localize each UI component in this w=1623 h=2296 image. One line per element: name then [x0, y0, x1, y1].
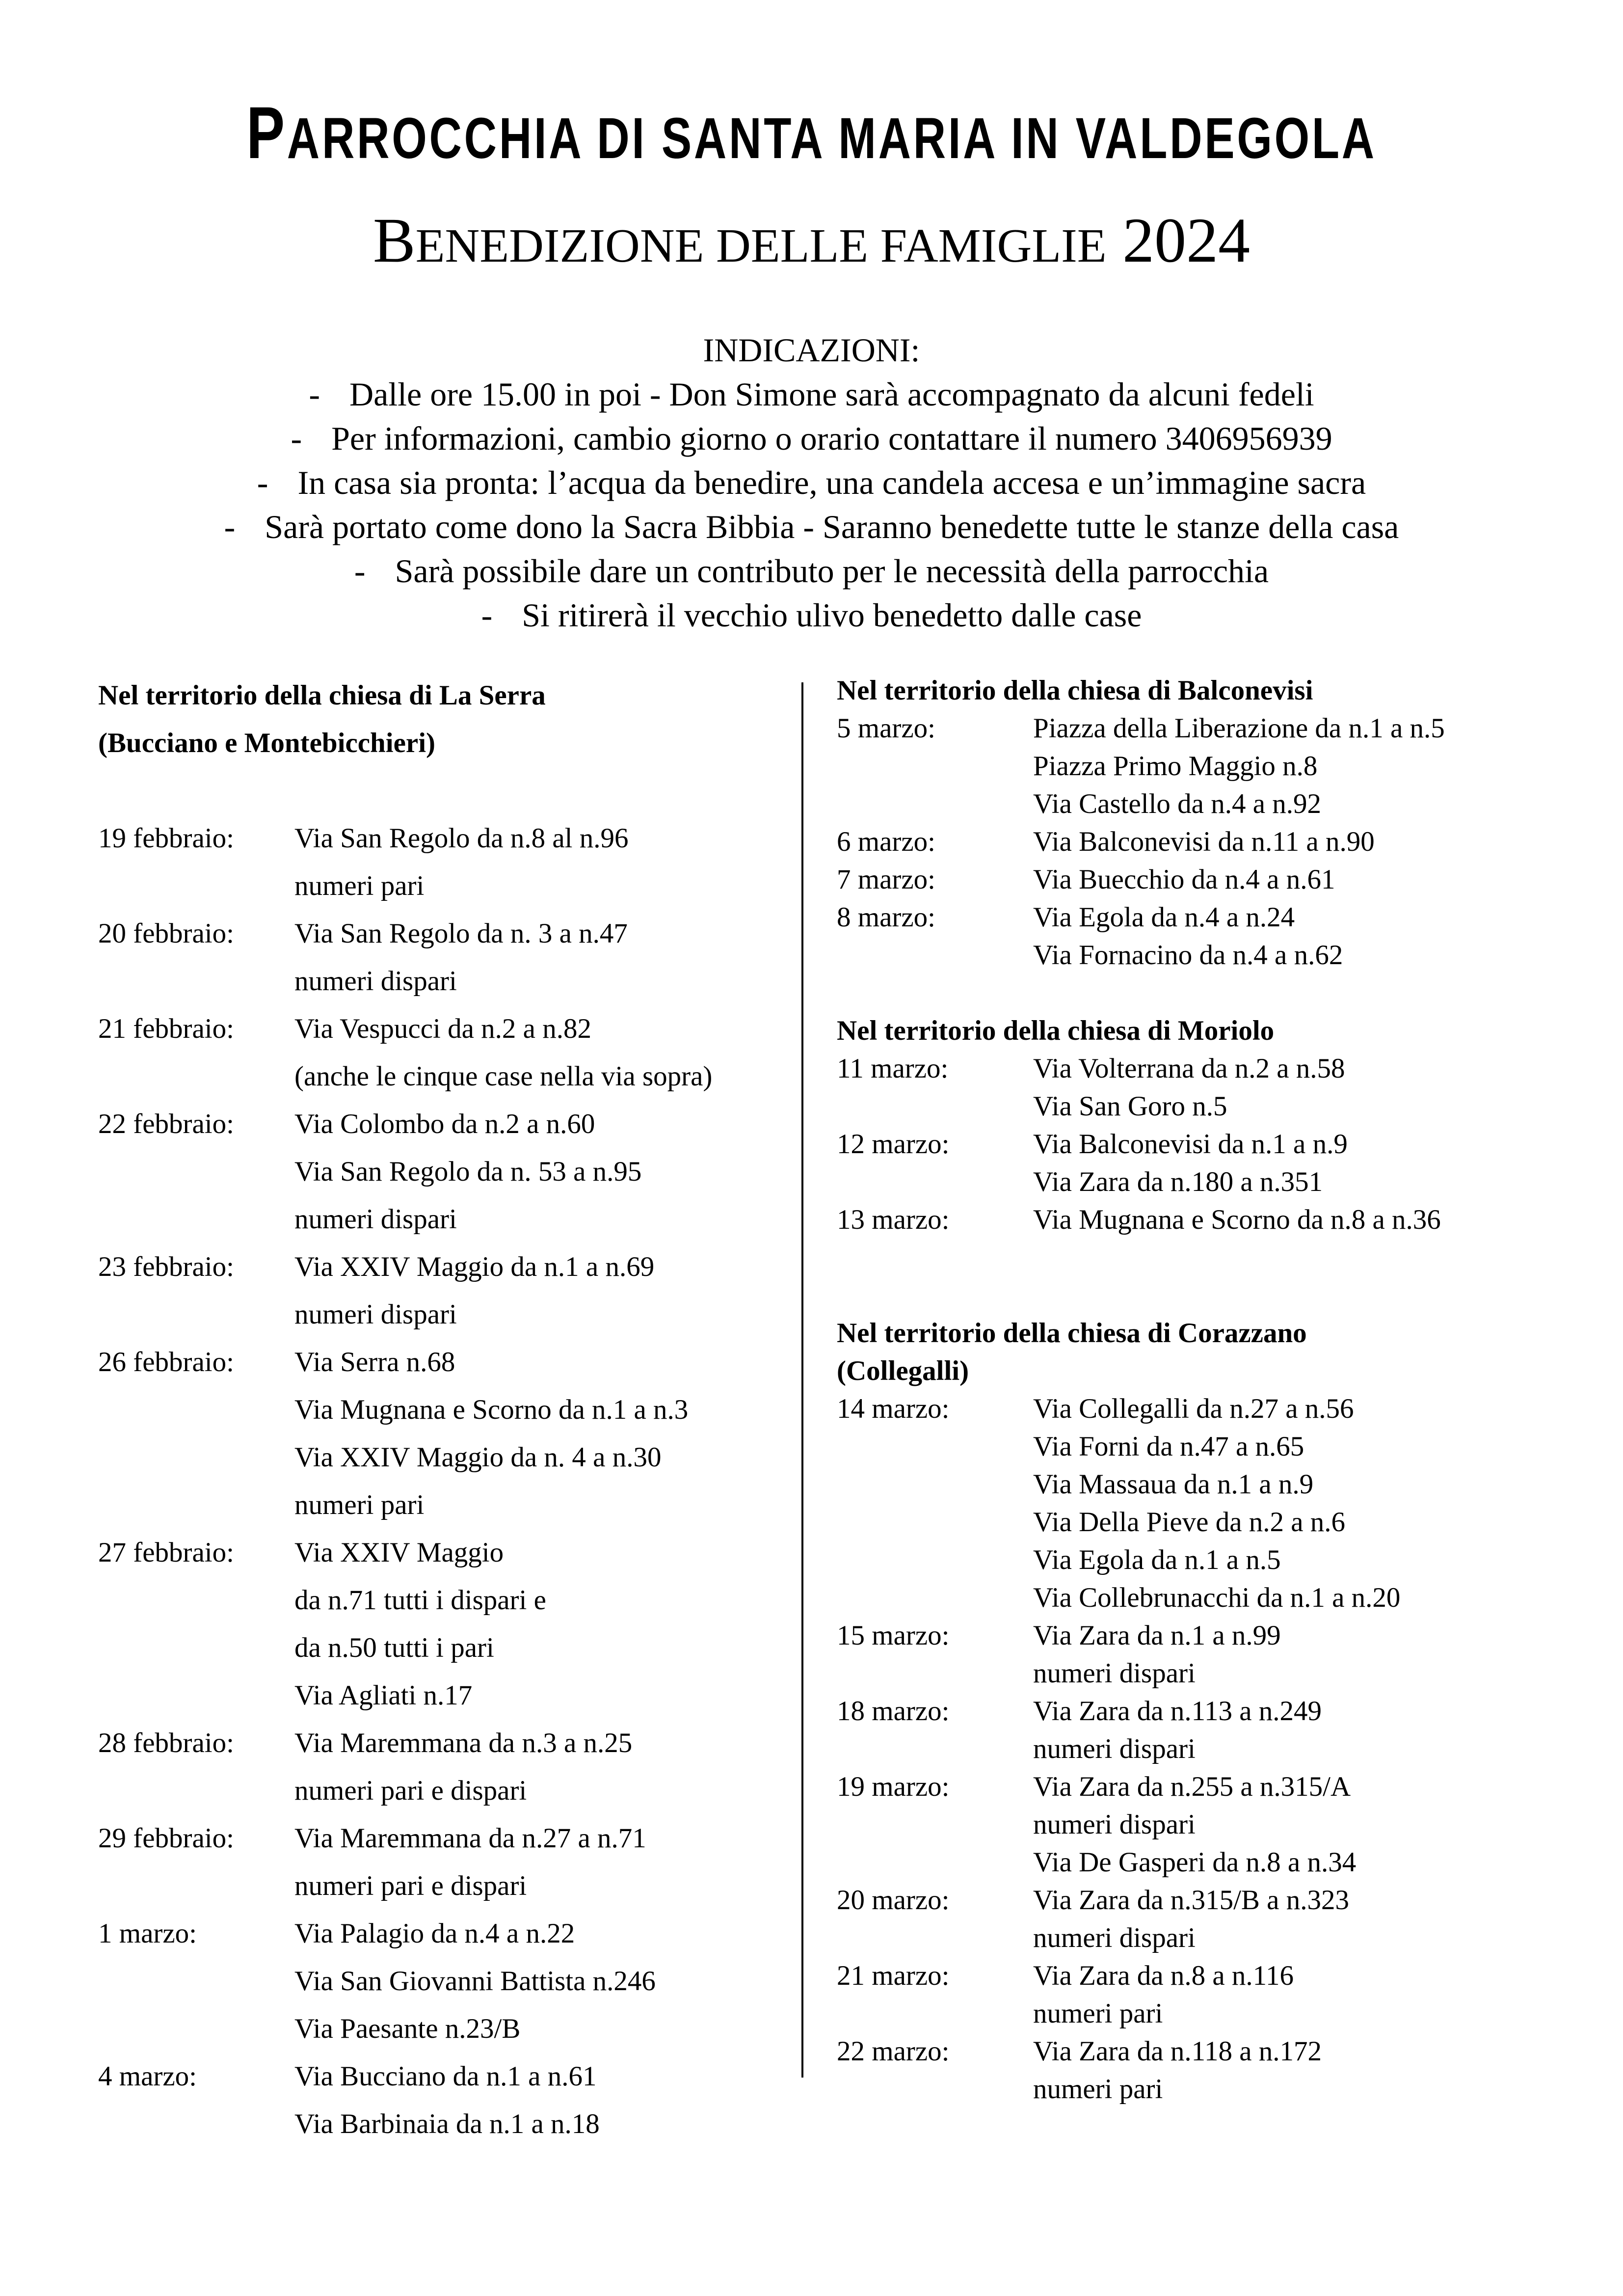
schedule-streets: [1033, 898, 1343, 974]
street-line: Via Massaua da n.1 a n.9: [1033, 1469, 1314, 1500]
schedule-entry: [98, 910, 795, 1005]
bullet-dash-icon: -: [224, 508, 236, 545]
bullet-dash-icon: -: [481, 596, 493, 634]
bullet-dash-icon: -: [309, 376, 320, 413]
instruction-text: Si ritirerà il vecchio ulivo benedetto dalle case: [522, 596, 1142, 634]
schedule-date: 21 febbraio:: [98, 1013, 234, 1044]
document-subtitle: [0, 206, 1623, 280]
schedule-streets: [1033, 1390, 1400, 1617]
street-line: Piazza della Liberazione da n.1 a n.5: [1033, 713, 1445, 744]
street-line: Via Zara da n.118 a n.172: [1033, 2036, 1322, 2067]
schedule-entry: [98, 1910, 795, 2053]
street-line: Via Della Pieve da n.2 a n.6: [1033, 1507, 1346, 1538]
instruction-item: [0, 372, 1623, 416]
schedule-streets: [294, 1243, 654, 1338]
schedule-column-la-serra: [98, 672, 795, 2148]
church-section: [837, 672, 1597, 974]
parish-title: [179, 91, 1444, 180]
spacer: [837, 974, 1597, 1012]
street-line: numeri dispari: [1033, 1733, 1196, 1764]
street-line: Via Barbinaia da n.1 a n.18: [294, 2108, 600, 2139]
section-subheading: (Bucciano e Montebicchieri): [98, 728, 436, 758]
street-line: Via Zara da n.255 a n.315/A: [1033, 1771, 1351, 1802]
schedule-date: 18 marzo:: [837, 1696, 950, 1727]
schedule-date: 27 febbraio:: [98, 1537, 234, 1568]
instruction-text: Dalle ore 15.00 in poi - Don Simone sarà accompagnato da alcuni fedeli: [349, 376, 1314, 413]
schedule-streets: [294, 1338, 688, 1529]
schedule-streets: [294, 1005, 712, 1100]
schedule-entry: [837, 823, 1597, 861]
schedule-entry: [837, 1768, 1597, 1881]
street-line: numeri pari e dispari: [294, 1870, 527, 1901]
schedule-streets: [1033, 709, 1445, 823]
schedule-entry: [98, 1243, 795, 1338]
street-line: Via Zara da n.113 a n.249: [1033, 1696, 1322, 1727]
schedule-list: [98, 814, 795, 2148]
street-line: Via Forni da n.47 a n.65: [1033, 1431, 1304, 1462]
schedule-streets: [1033, 1768, 1356, 1881]
instruction-item: [0, 460, 1623, 505]
schedule-entry: [837, 1125, 1597, 1201]
instructions-block: [0, 328, 1623, 637]
schedule-date: 22 marzo:: [837, 2036, 950, 2067]
schedule-entry: [837, 1957, 1597, 2032]
street-line: Via San Goro n.5: [1033, 1091, 1227, 1122]
schedule-date: 7 marzo:: [837, 864, 936, 895]
schedule-entry: [98, 1814, 795, 1910]
schedule-entry: [837, 1201, 1597, 1239]
schedule-date: 19 febbraio:: [98, 823, 234, 854]
schedule-entry: [98, 2053, 795, 2148]
schedule-entry: [837, 1617, 1597, 1692]
street-line: numeri dispari: [1033, 1922, 1196, 1953]
bullet-dash-icon: -: [354, 552, 366, 590]
schedule-entry: [98, 1338, 795, 1529]
street-line: Via Egola da n.4 a n.24: [1033, 902, 1295, 933]
street-line: Via Volterrana da n.2 a n.58: [1033, 1053, 1345, 1084]
instruction-item: [0, 593, 1623, 637]
street-line: numeri pari: [294, 870, 425, 901]
church-section: [837, 1012, 1597, 1239]
street-line: Via Agliati n.17: [294, 1680, 473, 1711]
schedule-streets: [1033, 1617, 1281, 1692]
street-line: numeri dispari: [294, 966, 457, 997]
instruction-text: Sarà portato come dono la Sacra Bibbia - Saranno benedette tutte le stanze della casa: [265, 508, 1399, 545]
schedule-streets: [294, 1910, 656, 2053]
schedule-date: 14 marzo:: [837, 1393, 950, 1424]
schedule-entry: [98, 1005, 795, 1100]
schedule-streets: [1033, 2032, 1322, 2108]
street-line: Via Buecchio da n.4 a n.61: [1033, 864, 1335, 895]
street-line: Via Mugnana e Scorno da n.1 a n.3: [294, 1394, 689, 1425]
street-line: numeri pari: [1033, 1998, 1163, 2029]
instructions-heading: INDICAZIONI:: [703, 331, 920, 369]
instruction-text: Per informazioni, cambio giorno o orario contattare il numero 3406956939: [331, 420, 1332, 457]
schedule-entry: [98, 1719, 795, 1814]
street-line: Via San Regolo da n. 3 a n.47: [294, 918, 628, 949]
street-line: Via XXIV Maggio da n. 4 a n.30: [294, 1442, 662, 1473]
instruction-text: Sarà possibile dare un contributo per le necessità della parrocchia: [395, 552, 1269, 590]
schedule-date: 26 febbraio:: [98, 1347, 234, 1378]
street-line: da n.50 tutti i pari: [294, 1632, 494, 1663]
schedule-streets: [1033, 1050, 1345, 1125]
bullet-dash-icon: -: [257, 464, 268, 501]
schedule-streets: [1033, 1957, 1294, 2032]
church-section: [837, 1314, 1597, 2108]
parish-title-rest: ARROCCHIA DI SANTA MARIA IN VALDEGOLA: [287, 106, 1377, 171]
schedule-date: 20 febbraio:: [98, 918, 234, 949]
schedule-streets: [1033, 861, 1335, 898]
street-line: Via Zara da n.180 a n.351: [1033, 1166, 1323, 1197]
street-line: Via Maremmana da n.3 a n.25: [294, 1728, 633, 1758]
schedule-entry: [98, 814, 795, 910]
street-line: Via Zara da n.1 a n.99: [1033, 1620, 1281, 1651]
street-line: Via Serra n.68: [294, 1347, 455, 1378]
schedule-date: 11 marzo:: [837, 1053, 949, 1084]
street-line: numeri dispari: [294, 1204, 457, 1235]
instruction-item: [0, 505, 1623, 549]
schedule-entry: [837, 1050, 1597, 1125]
street-line: Via Maremmana da n.27 a n.71: [294, 1823, 646, 1854]
street-line: (anche le cinque case nella via sopra): [294, 1061, 713, 1092]
spacer: [98, 767, 795, 814]
instruction-item: [0, 549, 1623, 593]
subtitle-year: 2024: [1122, 205, 1251, 276]
spacer: [837, 1239, 1597, 1314]
street-line: Via Egola da n.1 a n.5: [1033, 1544, 1281, 1575]
street-line: numeri dispari: [1033, 1658, 1196, 1689]
bullet-dash-icon: -: [291, 420, 302, 457]
schedule-date: 5 marzo:: [837, 713, 936, 744]
street-line: Via XXIV Maggio: [294, 1537, 504, 1568]
street-line: Via Balconevisi da n.1 a n.9: [1033, 1129, 1348, 1160]
schedule-entry: [98, 1529, 795, 1719]
street-line: Via San Regolo da n. 53 a n.95: [294, 1156, 642, 1187]
schedule-streets: [1033, 823, 1375, 861]
street-line: Via XXIV Maggio da n.1 a n.69: [294, 1251, 655, 1282]
schedule-date: 29 febbraio:: [98, 1823, 234, 1854]
schedule-date: 28 febbraio:: [98, 1728, 234, 1758]
section-subheading: (Collegalli): [837, 1355, 969, 1386]
schedule-date: 22 febbraio:: [98, 1108, 234, 1139]
section-heading: Nel territorio della chiesa di Moriolo: [837, 1015, 1275, 1046]
schedule-entry: [98, 1100, 795, 1243]
schedule-date: 4 marzo:: [98, 2061, 197, 2092]
schedule-entry: [837, 709, 1597, 823]
street-line: Via Palagio da n.4 a n.22: [294, 1918, 575, 1949]
column-divider: [801, 682, 803, 2078]
schedule-streets: [294, 814, 628, 910]
schedule-column-right: [837, 672, 1597, 2108]
subtitle-rest: ENEDIZIONE DELLE FAMIGLIE: [415, 219, 1107, 272]
instruction-text: In casa sia pronta: l’acqua da benedire, una candela accesa e un’immagine sacra: [297, 464, 1366, 501]
street-line: Via Bucciano da n.1 a n.61: [294, 2061, 597, 2092]
street-line: numeri pari: [1033, 2074, 1163, 2105]
schedule-date: 19 marzo:: [837, 1771, 950, 1802]
street-line: Via Zara da n.315/B a n.323: [1033, 1885, 1349, 1916]
street-line: Via Collegalli da n.27 a n.56: [1033, 1393, 1354, 1424]
schedule-entry: [837, 861, 1597, 898]
schedule-date: 21 marzo:: [837, 1960, 950, 1991]
street-line: Via San Giovanni Battista n.246: [294, 1966, 656, 1997]
street-line: numeri dispari: [294, 1299, 457, 1330]
schedule-streets: [294, 1529, 546, 1719]
street-line: Via Balconevisi da n.11 a n.90: [1033, 826, 1375, 857]
schedule-entry: [837, 898, 1597, 974]
schedule-entry: [837, 2032, 1597, 2108]
street-line: Via Castello da n.4 a n.92: [1033, 788, 1322, 819]
instruction-item: [0, 416, 1623, 460]
schedule-streets: [1033, 1692, 1322, 1768]
schedule-date: 15 marzo:: [837, 1620, 950, 1651]
schedule-streets: [294, 910, 628, 1005]
section-heading: Nel territorio della chiesa di Corazzano: [837, 1318, 1307, 1349]
street-line: Via Collebrunacchi da n.1 a n.20: [1033, 1582, 1401, 1613]
schedule-streets: [294, 1100, 641, 1243]
schedule-date: 8 marzo:: [837, 902, 936, 933]
street-line: Via Vespucci da n.2 a n.82: [294, 1013, 591, 1044]
schedule-streets: [1033, 1201, 1441, 1239]
schedule-streets: [294, 1719, 632, 1814]
street-line: Via Colombo da n.2 a n.60: [294, 1108, 595, 1139]
street-line: Via Paesante n.23/B: [294, 2013, 521, 2044]
street-line: numeri pari e dispari: [294, 1775, 527, 1806]
street-line: Via De Gasperi da n.8 a n.34: [1033, 1847, 1357, 1878]
street-line: numeri dispari: [1033, 1809, 1196, 1840]
street-line: Via Fornacino da n.4 a n.62: [1033, 940, 1343, 971]
street-line: Via Mugnana e Scorno da n.8 a n.36: [1033, 1204, 1441, 1235]
schedule-date: 6 marzo:: [837, 826, 936, 857]
schedule-streets: [294, 2053, 600, 2148]
schedule-date: 13 marzo:: [837, 1204, 950, 1235]
schedule-streets: [1033, 1881, 1349, 1957]
schedule-streets: [294, 1814, 646, 1910]
schedule-date: 1 marzo:: [98, 1918, 197, 1949]
section-heading: Nel territorio della chiesa di Balconevisi: [837, 675, 1313, 706]
schedule-date: 23 febbraio:: [98, 1251, 234, 1282]
street-line: da n.71 tutti i dispari e: [294, 1585, 546, 1616]
subtitle-initial: B: [372, 205, 416, 276]
street-line: Piazza Primo Maggio n.8: [1033, 751, 1318, 782]
schedule-entry: [837, 1692, 1597, 1768]
schedule-streets: [1033, 1125, 1348, 1201]
street-line: Via San Regolo da n.8 al n.96: [294, 823, 629, 854]
schedule-date: 20 marzo:: [837, 1885, 950, 1916]
section-heading: Nel territorio della chiesa di La Serra: [98, 680, 546, 711]
schedule-date: 12 marzo:: [837, 1129, 950, 1160]
street-line: Via Zara da n.8 a n.116: [1033, 1960, 1294, 1991]
schedule-entry: [837, 1390, 1597, 1617]
instructions-list: [0, 372, 1623, 637]
schedule-entry: [837, 1881, 1597, 1957]
parish-title-initial: P: [246, 91, 287, 174]
street-line: numeri pari: [294, 1489, 425, 1520]
